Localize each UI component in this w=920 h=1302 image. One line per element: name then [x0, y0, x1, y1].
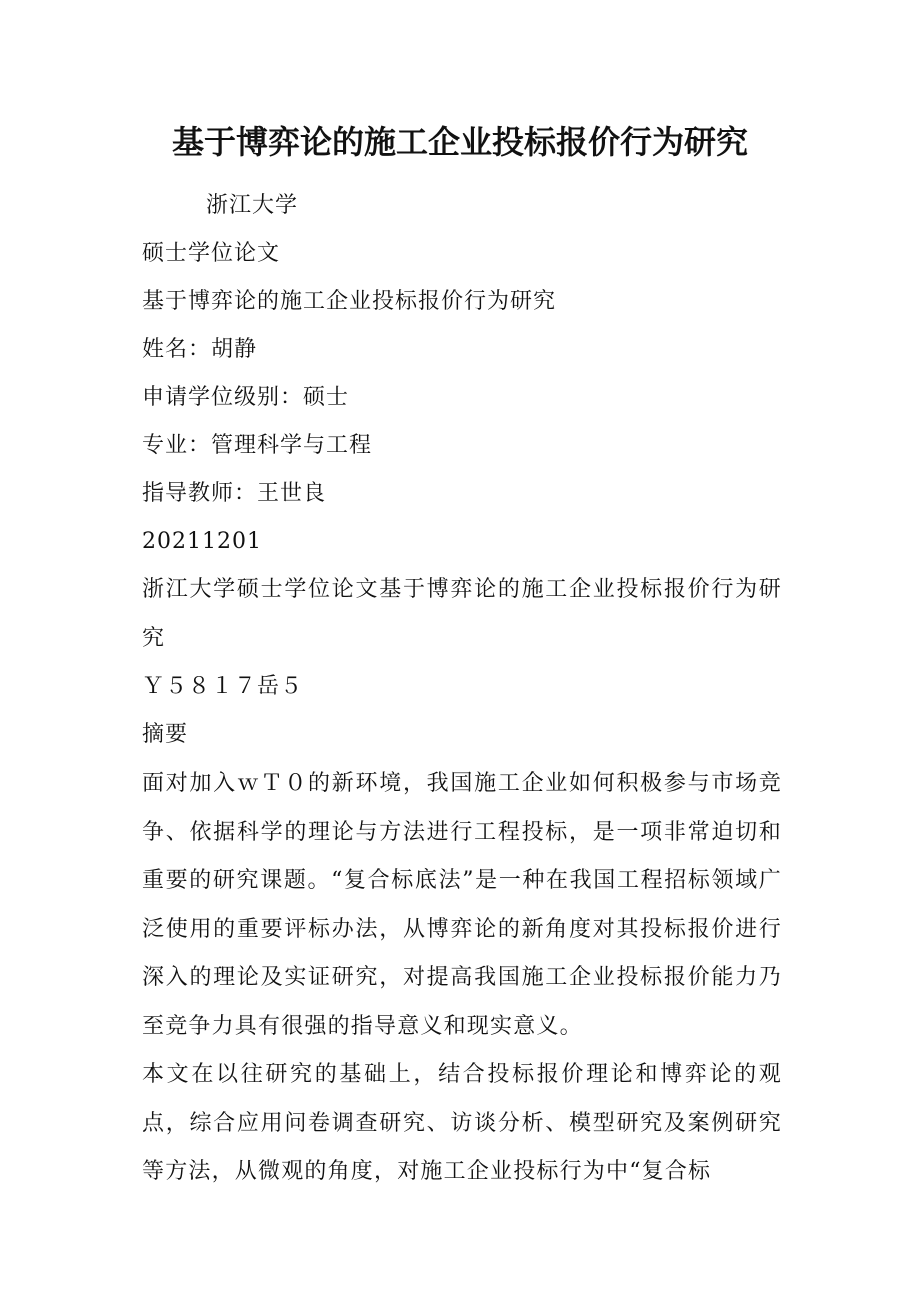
document-title: 基于博弈论的施工企业投标报价行为研究: [171, 123, 748, 161]
thesis-title: 基于博弈论的施工企业投标报价行为研究: [142, 289, 557, 314]
code-line: Ｙ５８１７岳５: [142, 674, 304, 699]
author-line: 姓名：胡静: [142, 337, 258, 362]
degree-type: 硕士学位论文: [142, 241, 281, 266]
advisor-line: 指导教师：王世良: [142, 481, 327, 506]
major-line: 专业：管理科学与工程: [142, 433, 373, 458]
abstract-heading: 摘要: [142, 722, 189, 747]
date-line: 20211201: [142, 529, 262, 554]
header-paragraph: 浙江大学硕士学位论文基于博弈论的施工企业投标报价行为研究: [142, 577, 782, 651]
university-name: 浙江大学: [206, 193, 299, 218]
abstract-paragraph-2: 本文在以往研究的基础上，结合投标报价理论和博弈论的观点，综合应用问卷调查研究、访谈分析、模型研究及案例研究等方法，从微观的角度，对施工企业投标行为中“复合标: [142, 1062, 782, 1184]
degree-level-line: 申请学位级别：硕士: [142, 385, 350, 410]
abstract-paragraph-1: 面对加入ｗＴ０的新环境，我国施工企业如何积极参与市场竞争、依据科学的理论与方法进行工程投标，是一项非常迫切和重要的研究课题。“复合标底法”是一种在我国工程招标领域广泛使用的重要评标办法，从博弈论的新角度对其投标报价进行深入的理论及实证研究，对提高我国施工企业投标报价能力乃至竞争力具有很强的指导意义和现实意义。: [142, 771, 782, 1039]
